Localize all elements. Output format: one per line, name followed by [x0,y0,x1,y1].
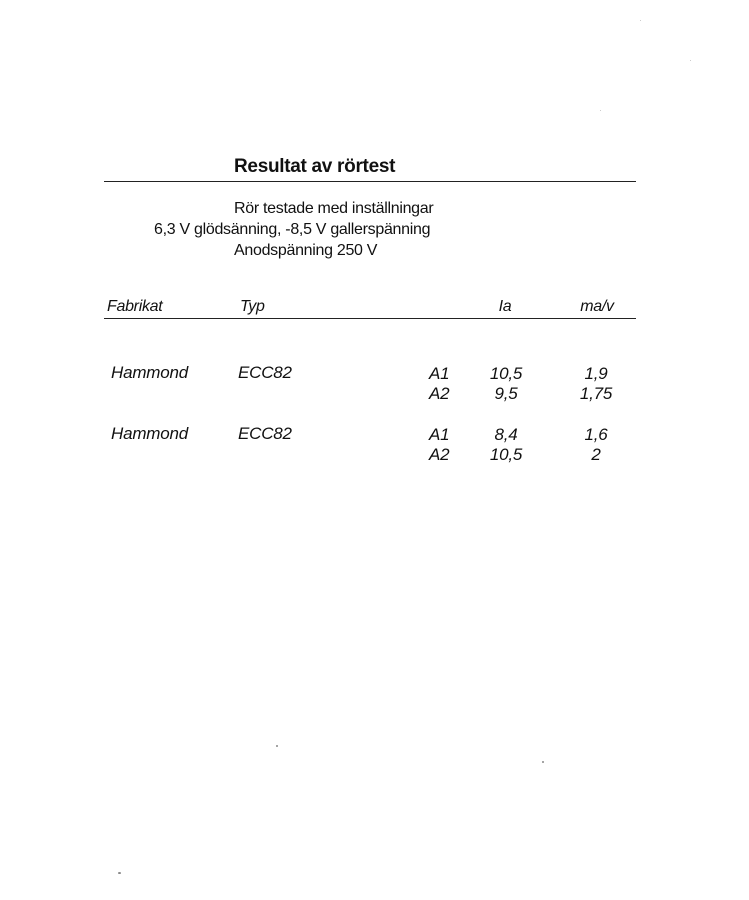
group-2-typ: ECC82 [238,424,292,443]
scan-speck [640,20,641,21]
scan-speck [276,745,278,747]
header-fabrikat: Fabrikat [107,298,163,315]
scan-speck [118,872,121,874]
group-1-row-2-ia: 9,5 [494,384,518,403]
settings-line-3: Anodspänning 250 V [234,242,378,259]
header-rule [104,318,636,319]
group-1-row-1-mav: 1,9 [584,364,608,383]
document-title: Resultat av rörtest [234,156,396,177]
header-mav: ma/v [580,298,614,315]
title-rule [104,181,636,182]
group-2-row-2-ia: 10,5 [489,445,523,464]
scan-speck [542,761,544,763]
group-2-row-2-mav: 2 [591,445,601,464]
group-2-row-1-ia: 8,4 [494,425,518,444]
scan-speck [600,110,601,111]
group-1-row-1-ia: 10,5 [489,364,523,383]
group-1-typ: ECC82 [238,363,292,382]
settings-line-2: 6,3 V glödsänning, -8,5 V gallerspänning [154,221,431,238]
group-2-row-2-anode: A2 [429,445,450,464]
group-1-row-2-anode: A2 [429,384,450,403]
group-2-row-1-anode: A1 [429,425,450,444]
group-1-row-2-mav: 1,75 [579,384,613,403]
group-1-row-1-anode: A1 [429,364,450,383]
group-1-fabrikat: Hammond [111,363,189,382]
header-typ: Typ [240,298,265,315]
scan-speck [690,60,691,61]
group-2-row-1-mav: 1,6 [584,425,608,444]
header-ia: Ia [498,298,512,315]
settings-line-1: Rör testade med inställningar [234,200,434,217]
group-2-fabrikat: Hammond [111,424,189,443]
